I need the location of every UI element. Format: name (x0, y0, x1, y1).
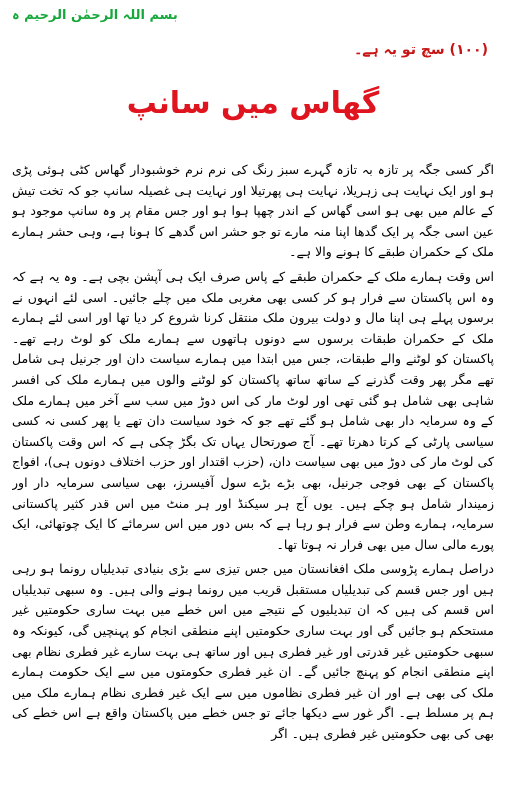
article-title: گھاس میں سانپ (126, 86, 380, 121)
paragraph: اگر کسی جگہ پر تازہ بہ تازہ گہرے سبز رنگ کی نرم نرم خوشبودار گھاس کٹی ہوئی پڑی ہو اور ایک نہایت ہی زہریلا، نہایت ہی پھرتیلا اور نہایت ہی غصیلہ سانپ جو کہ تخت تیش کے عالم میں بھی ہو اسی گھاس کے اندر چھپا ہوا ہو اور جس مقام پر وہ سانپ موجود ہو عین اسی جگہ پر ایک گدھا اپنا منہ مارے تو جو حشر اس گدھے کا ہونا ہے، وہی حشر ہمارے ملک کے حکمران طبقے کا ہونے والا ہے۔ (12, 162, 494, 260)
column-number-heading: (۱۰۰) سچ تو یہ ہے۔ (354, 42, 488, 58)
article-body (12, 160, 494, 792)
paragraph: اس وقت ہمارے ملک کے حکمران طبقے کے پاس صرف ایک ہی آپشن بچی ہے۔ وہ یہ ہے کہ وہ اس پاکستان سے فرار ہو کر کسی بھی مغربی ملک میں چلے جائیں۔ اسی لئے انہوں نے برسوں پہلے ہی اپنا مال و دولت بیرون ملک منتقل کرنا شروع کر دیا تھا اور اسی لئے ہمارے ملک کے حکمران طبقات برسوں سے دونوں ہاتھوں سے ہمارے ملک کو لوٹ رہے تھے۔ پاکستان کو لوٹنے والے طبقات، جس میں ابتدا میں ہمارے سیاست دان اور جرنیل ہی شامل تھے مگر پھر وقت گذرنے کے ساتھ ساتھ پاکستان کو لوٹنے والوں میں ہمارے ملک کی افسر شاہی بھی شامل ہو گئی تھی اور لوٹ مار کی اس دوڑ میں سب سے آخر میں ہمارے ملک کے وہ سرمایہ دار بھی شامل ہو گئے تھے جو کہ خود سیاست دان تھے یا پھر کسی نہ کسی سیاسی پارٹی کے کرتا دھرتا تھے۔ آج صورتحال یہاں تک بگڑ چکی ہے کہ اس وقت پاکستان کی لوٹ مار کی دوڑ میں بھی سیاست دان، (حزب اقتدار اور حزب اختلاف دونوں ہی)، افواج پاکستان کے بھی فوجی جرنیل، بھی بڑے بڑے سول آفیسرز، بھی سیاسی سرمایہ دار اور زمیندار شامل ہو چکے ہیں۔ یوں آج ہر سیکنڈ اور ہر منٹ میں اس قدر کثیر پاکستانی سرمایہ، ہمارے وطن سے فرار ہو رہا ہے کہ بس دور میں اس سرمائے کا ایک چوتھائی، ایک پورے مالی سال میں بھی فرار نہ ہوتا تھا۔ (12, 268, 494, 552)
paragraph: دراصل ہمارے پڑوسی ملک افغانستان میں جس تیزی سے بڑی بنیادی تبدیلیاں رونما ہو رہی ہیں اور جس قسم کی تبدیلیاں مستقبل قریب میں رونما ہونے والی ہیں۔ وہ سبھی تبدیلیاں اس قسم کی ہیں کہ ان تبدیلیوں کے نتیجے میں اس خطے میں بہت ساری حکومتیں غیر مستحکم ہو جائیں گی اور بہت ساری حکومتیں اپنے منطقی انجام کو پہنچیں گی، کیونکہ وہ سبھی حکومتیں غیر قدرتی اور غیر فطری ہیں اور ساتھ ہی بہت سارے غیر فطری نظام بھی اپنے منطقی انجام کو پہنچ جائیں گے۔ ان غیر فطری حکومتوں میں سے ایک حکومت ہمارے ملک کی بھی ہے اور ان غیر فطری نظاموں میں سے ایک غیر فطری نظام ہمارے ملک میں ہم پر مسلط ہے۔ اگر غور سے دیکھا جائے تو جس خطے میں پاکستان واقع ہے اس خطے کی بھی کی بھی حکومتیں غیر فطری ہیں۔ اگر (12, 561, 494, 742)
bismillah-heading: بسم اللہ الرحمٰن الرحیم ہ (12, 8, 178, 23)
